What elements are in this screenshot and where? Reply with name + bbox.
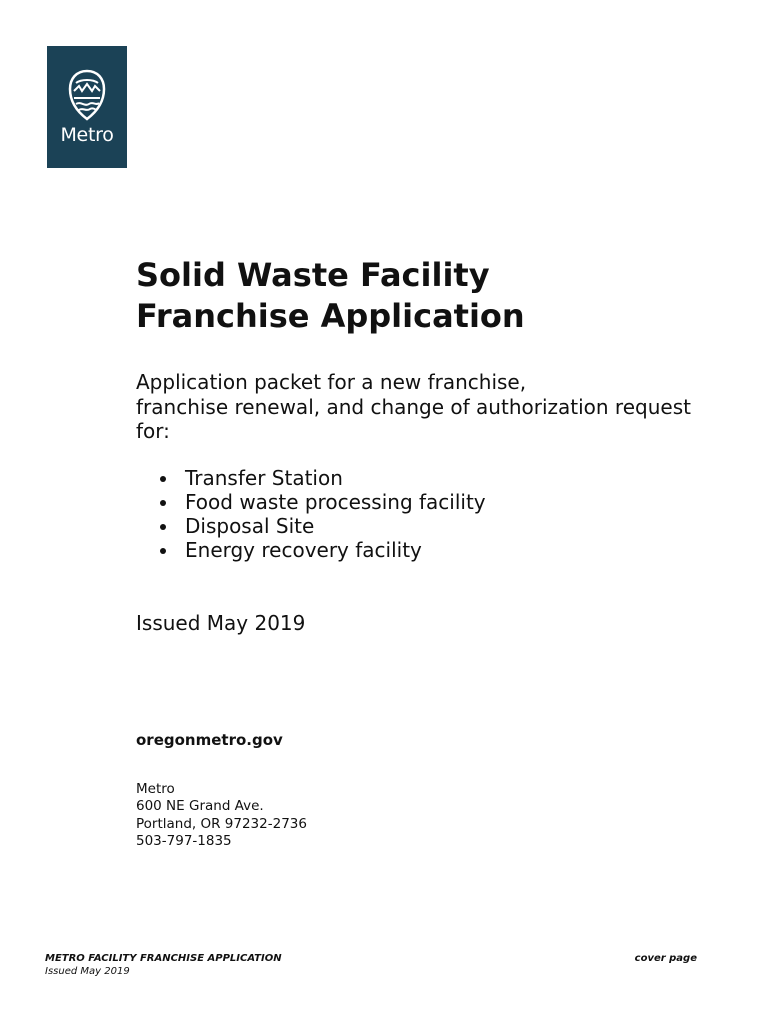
footer-title: METRO FACILITY FRANCHISE APPLICATION [45, 953, 282, 964]
page-footer [45, 952, 282, 978]
intro-line-3: for: [136, 419, 170, 443]
list-item: Energy recovery facility [160, 538, 486, 562]
title-line-2: Franchise Application [136, 297, 525, 335]
logo-wordmark: Metro [60, 124, 114, 146]
contact-address [136, 781, 307, 850]
footer-issued: Issued May 2019 [45, 966, 130, 977]
intro-line-1: Application packet for a new franchise, [136, 370, 527, 394]
metro-logo [47, 46, 127, 168]
intro-line-2: franchise renewal, and change of authorization request [136, 394, 691, 419]
address-org: Metro [136, 781, 175, 797]
facility-type-list [160, 466, 486, 562]
intro-paragraph [136, 370, 736, 444]
metro-emblem-icon [67, 69, 107, 123]
list-item: Food waste processing facility [160, 490, 486, 514]
document-title [136, 255, 525, 337]
title-line-1: Solid Waste Facility [136, 256, 490, 294]
list-item: Transfer Station [160, 466, 486, 490]
address-phone: 503-797-1835 [136, 832, 232, 849]
issued-date: Issued May 2019 [136, 611, 306, 635]
list-item: Disposal Site [160, 514, 486, 538]
address-street: 600 NE Grand Ave. [136, 798, 264, 815]
address-city: Portland, OR 97232-2736 [136, 815, 307, 832]
footer-page-label: cover page [634, 953, 697, 964]
website-link[interactable]: oregonmetro.gov [136, 731, 283, 749]
